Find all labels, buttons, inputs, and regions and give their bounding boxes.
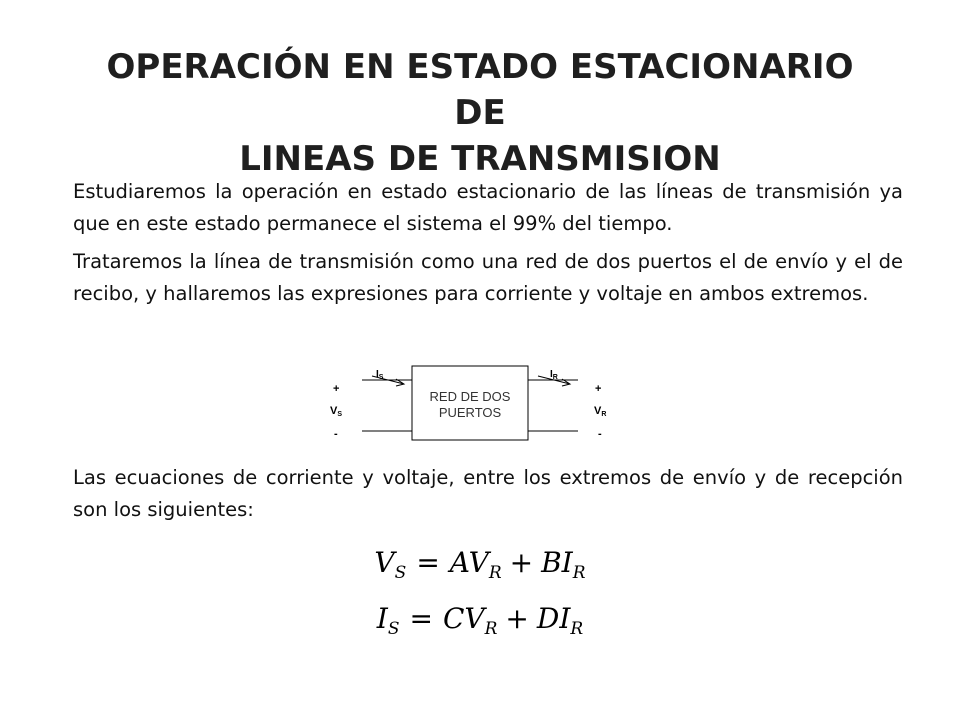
- paragraph-equations-intro: Las ecuaciones de corriente y voltaje, entre los extremos de envío y de recepción son los siguientes:: [73, 466, 903, 521]
- vr-plus: +: [595, 383, 602, 395]
- box-label-line2: PUERTOS: [438, 405, 502, 420]
- label-vs: VS: [330, 405, 343, 418]
- slide-title: [80, 44, 880, 182]
- svg-text:VS=AVR+BIR: $V_S = AV_R + BI_R$: [374, 546, 586, 583]
- vr-minus: -: [598, 428, 602, 440]
- vs-minus: -: [334, 428, 338, 440]
- two-port-network-diagram: [300, 362, 660, 452]
- equation-voltage: [0, 540, 960, 584]
- vs-plus: +: [333, 383, 340, 395]
- box-label-line1: RED DE DOS: [429, 389, 511, 404]
- svg-text:IS=CVR+DIR: $I_S = CV_R + DI_R$: [376, 602, 584, 639]
- title-line-1: OPERACIÓN EN ESTADO ESTACIONARIO DE: [106, 47, 854, 133]
- equation-current: [0, 596, 960, 640]
- paragraph-two-port: Trataremos la línea de transmisión como una red de dos puertos el de envío y el de recibo, y hallaremos las expresiones para corriente y voltaje en ambos extremos.: [73, 250, 903, 305]
- label-vr: VR: [594, 405, 607, 418]
- paragraph-intro: Estudiaremos la operación en estado estacionario de las líneas de transmisión ya que en este estado permanece el sistema el 99% del tiempo.: [73, 180, 903, 235]
- title-line-2: LINEAS DE TRANSMISION: [239, 139, 721, 179]
- label-ir: $I_R$: [550, 369, 558, 381]
- label-is: $I_S$: [376, 369, 384, 381]
